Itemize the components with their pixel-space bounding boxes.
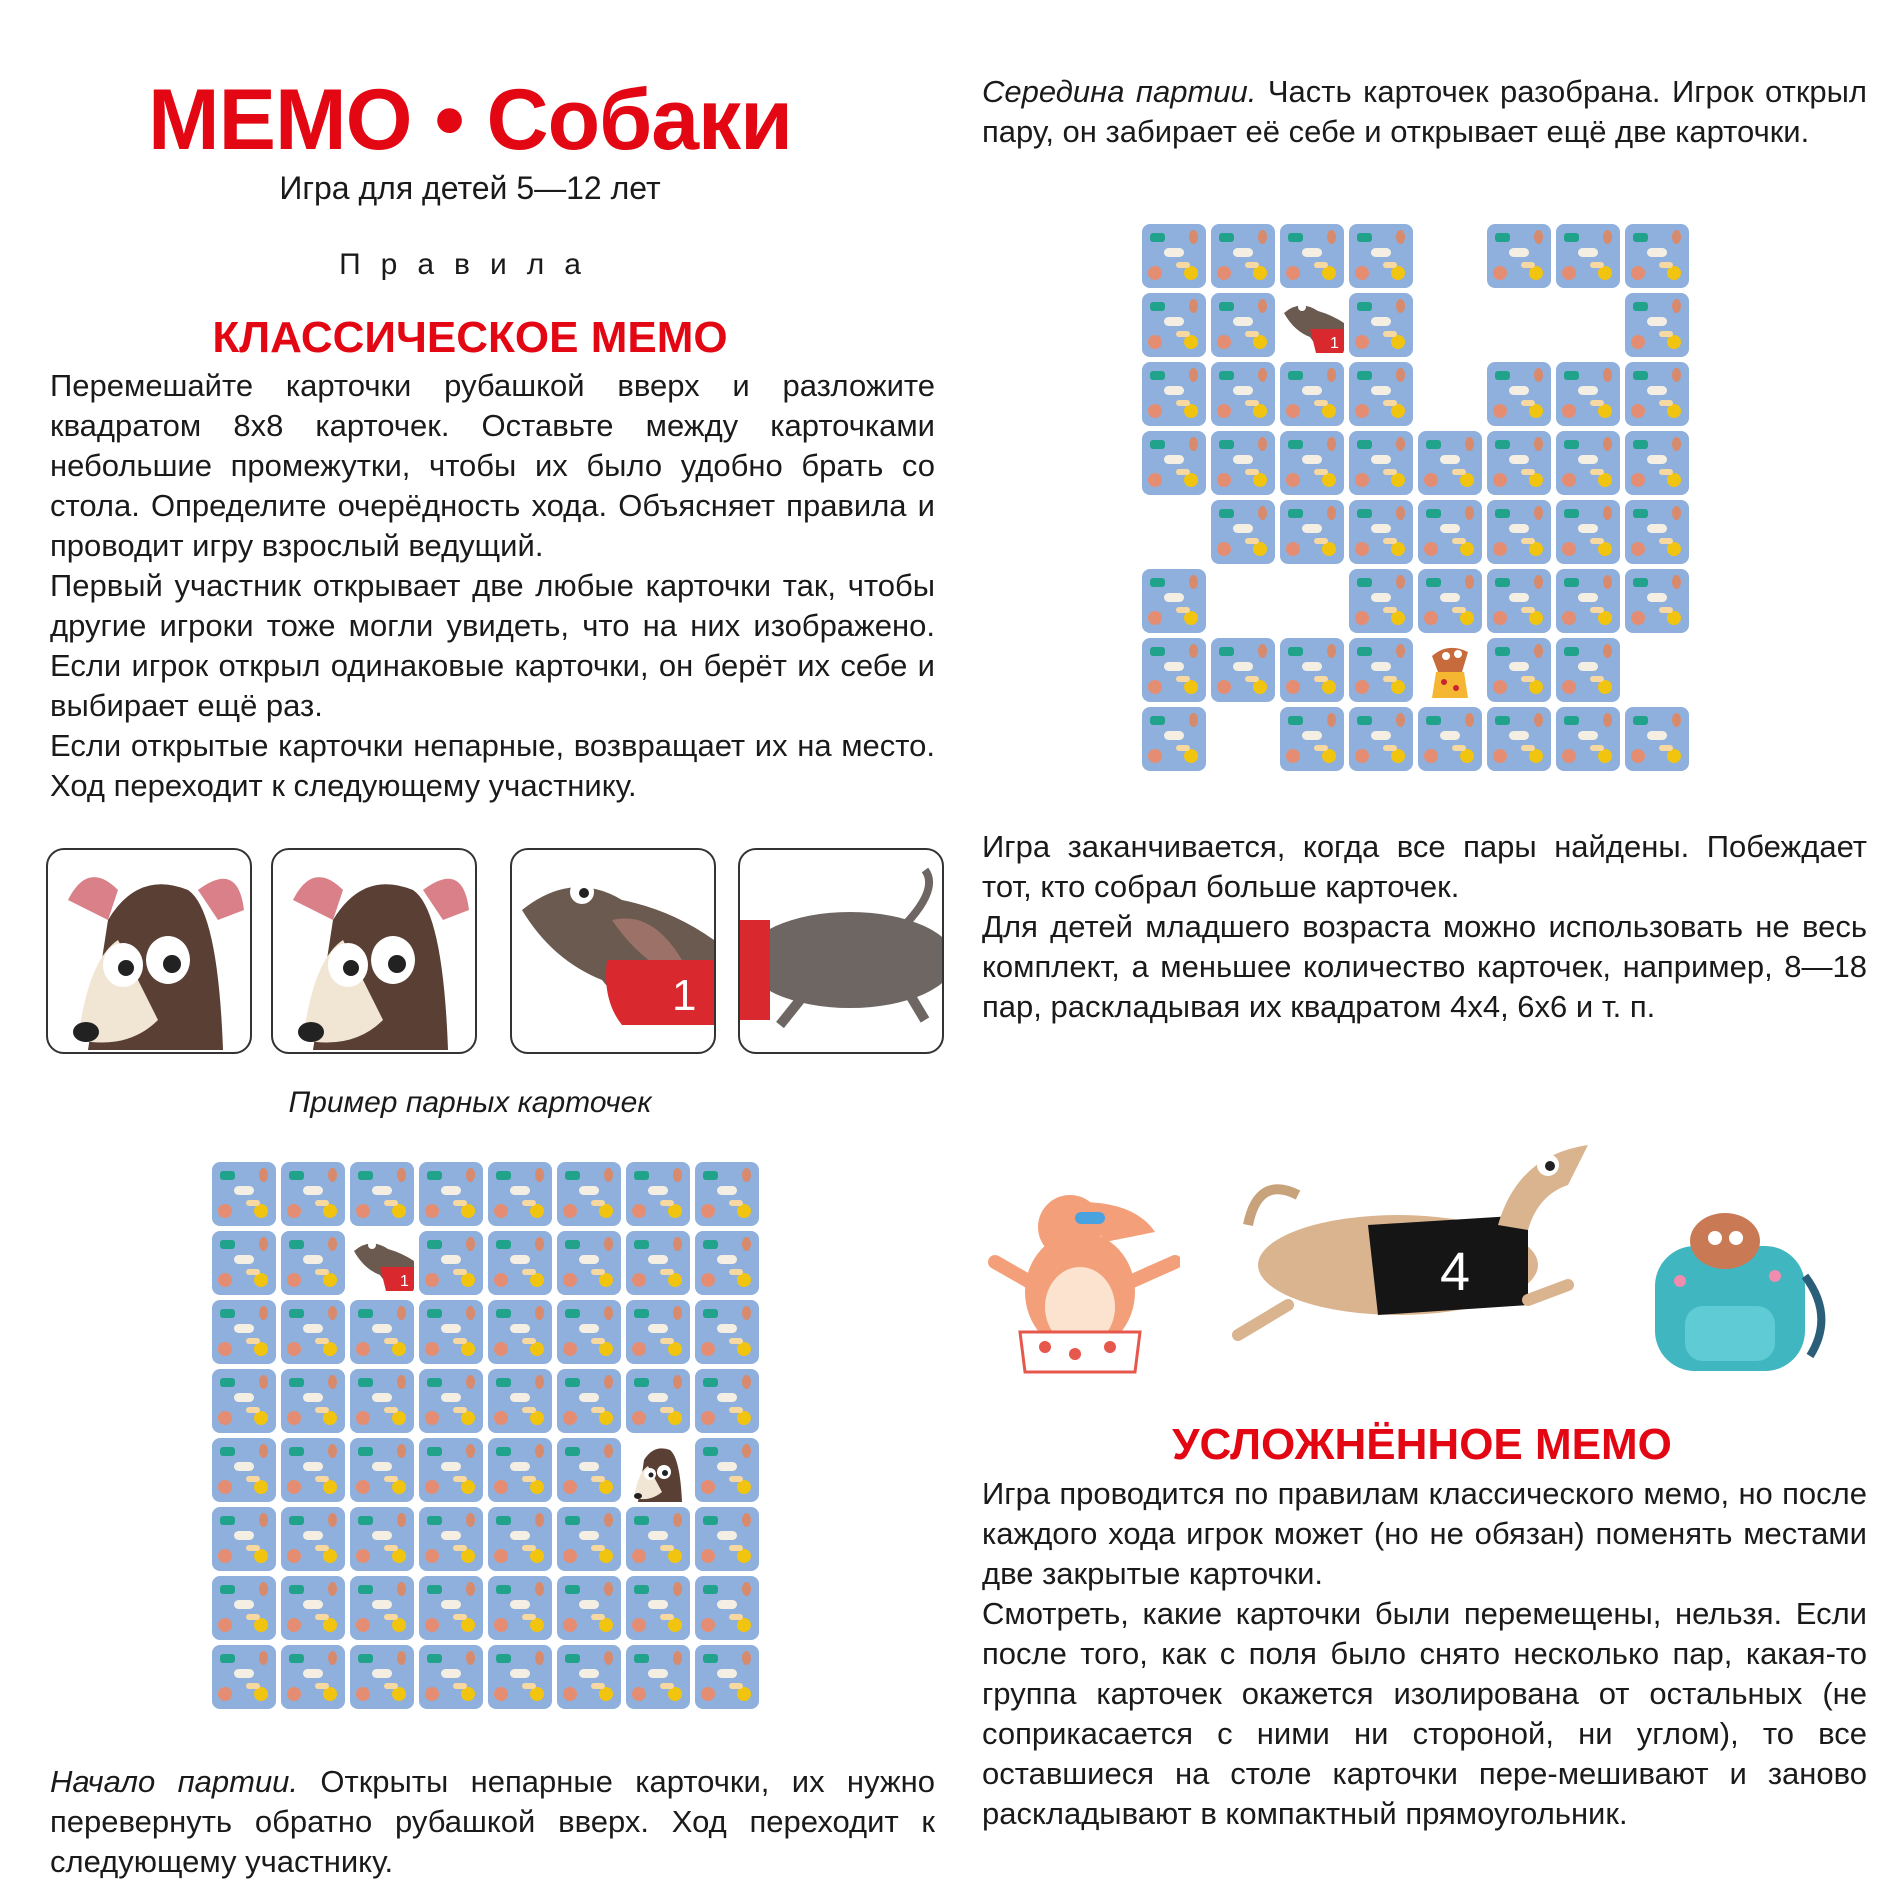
card-back[interactable] [1625, 500, 1689, 564]
card-back[interactable] [281, 1300, 345, 1364]
card-back[interactable] [557, 1300, 621, 1364]
classic-paragraph: Первый участник открывает две любые карточки так, чтобы другие игроки тоже могли увидеть, что на них изображено. Если игрок открыл одинаковые карточки, он берёт их себе и выбирает ещё раз. [50, 568, 935, 723]
card-back[interactable] [1625, 707, 1689, 771]
card-back[interactable] [1280, 224, 1344, 288]
card-back[interactable] [626, 1369, 690, 1433]
card-back[interactable] [212, 1231, 276, 1295]
start-caption-italic: Начало партии. [50, 1764, 299, 1799]
card-back[interactable] [1142, 638, 1206, 702]
card-back[interactable] [557, 1369, 621, 1433]
card-back[interactable] [281, 1645, 345, 1709]
card-back[interactable] [212, 1162, 276, 1226]
card-back[interactable] [281, 1162, 345, 1226]
card-back[interactable] [1625, 224, 1689, 288]
card-back[interactable] [1487, 224, 1551, 288]
card-back[interactable] [1625, 569, 1689, 633]
classic-paragraph: Если открытые карточки непарные, возвращает их на место. Ход переходит к следующему участнику. [50, 728, 935, 803]
card-face-dog[interactable] [1418, 638, 1482, 702]
card-back[interactable] [695, 1369, 759, 1433]
card-back[interactable] [350, 1645, 414, 1709]
card-back[interactable] [488, 1438, 552, 1502]
card-back[interactable] [695, 1231, 759, 1295]
pair-caption: Пример парных карточек [288, 1086, 652, 1119]
card-back[interactable] [419, 1162, 483, 1226]
card-back[interactable] [1211, 362, 1275, 426]
card-back[interactable] [1625, 362, 1689, 426]
card-back[interactable] [419, 1576, 483, 1640]
card-back[interactable] [1556, 224, 1620, 288]
card-back[interactable] [488, 1300, 552, 1364]
greyhound-illustration [48, 850, 250, 1052]
card-back[interactable] [1349, 224, 1413, 288]
advanced-heading: УСЛОЖНЁННОЕ МЕМО [1172, 1420, 1672, 1469]
card-back[interactable] [1556, 431, 1620, 495]
card-back[interactable] [626, 1300, 690, 1364]
card-back[interactable] [1142, 293, 1206, 357]
card-back[interactable] [1142, 362, 1206, 426]
card-back[interactable] [419, 1438, 483, 1502]
card-back[interactable] [1487, 362, 1551, 426]
advanced-paragraph: Смотреть, какие карточки были перемещены, нельзя. Если после того, как с поля было снято несколько пар, какая-то группа карточек окажется изолирована от остальных (не соприкасается с ними ни стороной, ни углом), то все оставшиеся на столе карточки пере-мешивают и заново раскладывают в компактный прямоугольник. [982, 1596, 1867, 1831]
runner-number: 1 [672, 971, 697, 1020]
card-back[interactable] [350, 1162, 414, 1226]
dachshund-body-illustration [740, 850, 942, 1052]
card-back[interactable] [1211, 638, 1275, 702]
advanced-paragraph: Игра проводится по правилам классического мемо, но после каждого хода игрок может (но не обязан) поменять местами две закрытые карточки. [982, 1476, 1867, 1591]
advanced-rules-text [982, 1474, 1867, 1834]
card-back[interactable] [212, 1576, 276, 1640]
card-back[interactable] [1280, 707, 1344, 771]
card-back[interactable] [1211, 224, 1275, 288]
card-back[interactable] [212, 1438, 276, 1502]
card-back[interactable] [1625, 293, 1689, 357]
card-back[interactable] [488, 1507, 552, 1571]
card-back[interactable] [1487, 431, 1551, 495]
card-back[interactable] [1349, 638, 1413, 702]
middle-caption [982, 72, 1867, 152]
card-back[interactable] [488, 1576, 552, 1640]
page-subtitle: Игра для детей 5—12 лет [279, 170, 661, 206]
card-back[interactable] [1487, 500, 1551, 564]
card-back[interactable] [1349, 707, 1413, 771]
svg-text:1: 1 [1330, 335, 1339, 352]
card-back[interactable] [281, 1369, 345, 1433]
card-back[interactable] [695, 1507, 759, 1571]
card-back[interactable] [557, 1576, 621, 1640]
classic-paragraph: Перемешайте карточки рубашкой вверх и разложите квадратом 8х8 карточек. Оставьте между карточками небольшие промежутки, чтобы их было удобно брать со стола. Определите очерёдность хода. Объясняет правила и проводит игру взрослый ведущий. [50, 368, 935, 563]
card-back[interactable] [488, 1369, 552, 1433]
ending-paragraph: Для детей младшего возраста можно использовать не весь комплект, а меньшее количество карточек, например, 8—18 пар, раскладывая их квадратом 4х4, 6х6 и т. п. [982, 909, 1867, 1024]
card-back[interactable] [1418, 431, 1482, 495]
card-back[interactable] [695, 1300, 759, 1364]
card-back[interactable] [212, 1300, 276, 1364]
middle-caption-text: Часть карточек разобрана. Игрок открыл пару, он забирает её себе и открывает ещё две карточки. [982, 74, 1867, 149]
card-back[interactable] [212, 1369, 276, 1433]
card-back[interactable] [695, 1438, 759, 1502]
card-back[interactable] [488, 1645, 552, 1709]
card-back[interactable] [557, 1231, 621, 1295]
card-back[interactable] [488, 1162, 552, 1226]
runner-dog-card-back [738, 848, 944, 1054]
card-back[interactable] [350, 1507, 414, 1571]
middle-caption-italic: Середина партии. [982, 74, 1257, 109]
card-back[interactable] [557, 1507, 621, 1571]
start-caption-text: Открыты непарные карточки, их нужно перевернуть обратно рубашкой вверх. Ход переходит к следующему участнику. [50, 1764, 935, 1879]
card-back[interactable] [1556, 362, 1620, 426]
card-back[interactable] [212, 1507, 276, 1571]
card-back[interactable] [1280, 362, 1344, 426]
card-back[interactable] [1556, 569, 1620, 633]
dancing-dog-illustration [985, 1182, 1180, 1392]
page-title: МЕМО • Собаки [148, 72, 792, 168]
card-back[interactable] [695, 1162, 759, 1226]
ending-paragraph: Игра заканчивается, когда все пары найдены. Побеждает тот, кто собрал больше карточек. [982, 829, 1867, 904]
pair-card-greyhound [271, 848, 477, 1054]
card-back[interactable] [1556, 638, 1620, 702]
start-caption [50, 1762, 935, 1882]
card-back[interactable] [281, 1576, 345, 1640]
card-back[interactable] [1625, 431, 1689, 495]
card-back[interactable] [626, 1162, 690, 1226]
card-back[interactable] [1349, 293, 1413, 357]
card-back[interactable] [419, 1300, 483, 1364]
card-back[interactable] [1487, 638, 1551, 702]
card-back[interactable] [419, 1645, 483, 1709]
card-back[interactable] [1211, 293, 1275, 357]
ending-text [982, 827, 1867, 1027]
memo-grid-middle [1142, 224, 1694, 776]
card-back[interactable] [1349, 500, 1413, 564]
card-back[interactable] [1142, 431, 1206, 495]
card-back[interactable] [557, 1162, 621, 1226]
running-dog-4-illustration [1228, 1135, 1608, 1345]
card-back[interactable] [1487, 569, 1551, 633]
card-back[interactable] [1142, 224, 1206, 288]
card-back[interactable] [1487, 707, 1551, 771]
card-back[interactable] [419, 1231, 483, 1295]
card-back[interactable] [350, 1300, 414, 1364]
classic-rules-text [50, 366, 935, 806]
card-back[interactable] [1556, 500, 1620, 564]
card-back[interactable] [1418, 569, 1482, 633]
card-back[interactable] [1142, 569, 1206, 633]
card-back[interactable] [419, 1507, 483, 1571]
card-back[interactable] [281, 1438, 345, 1502]
card-back[interactable] [488, 1231, 552, 1295]
card-back[interactable] [350, 1369, 414, 1433]
card-back[interactable] [1142, 707, 1206, 771]
dog4-number: 4 [1440, 1242, 1471, 1302]
card-back[interactable] [626, 1576, 690, 1640]
card-face-runner[interactable] [1280, 293, 1344, 357]
card-back[interactable] [1280, 500, 1344, 564]
svg-text:1: 1 [400, 1273, 409, 1290]
card-back[interactable] [1418, 707, 1482, 771]
card-back[interactable] [1211, 431, 1275, 495]
card-back[interactable] [1556, 707, 1620, 771]
rules-label: Правила [339, 248, 601, 281]
card-back[interactable] [350, 1438, 414, 1502]
dachshund-runner-illustration [512, 850, 714, 1052]
card-back[interactable] [281, 1231, 345, 1295]
card-face-runner[interactable] [350, 1231, 414, 1295]
card-back[interactable] [1280, 638, 1344, 702]
card-back[interactable] [1211, 500, 1275, 564]
runner-dog-card-front [510, 848, 716, 1054]
card-back[interactable] [1349, 431, 1413, 495]
backpack-dog-illustration [1640, 1206, 1835, 1376]
card-back[interactable] [626, 1231, 690, 1295]
card-back[interactable] [626, 1507, 690, 1571]
card-back[interactable] [1280, 431, 1344, 495]
card-back[interactable] [695, 1645, 759, 1709]
classic-heading: КЛАССИЧЕСКОЕ МЕМО [212, 313, 728, 362]
card-back[interactable] [419, 1369, 483, 1433]
card-back[interactable] [557, 1645, 621, 1709]
card-back[interactable] [626, 1645, 690, 1709]
card-back[interactable] [695, 1576, 759, 1640]
card-back[interactable] [1418, 500, 1482, 564]
card-back[interactable] [350, 1576, 414, 1640]
card-back[interactable] [557, 1438, 621, 1502]
memo-grid-start [212, 1162, 764, 1714]
greyhound-illustration [273, 850, 475, 1052]
card-back[interactable] [1349, 569, 1413, 633]
card-back[interactable] [212, 1645, 276, 1709]
card-back[interactable] [281, 1507, 345, 1571]
pair-card-greyhound [46, 848, 252, 1054]
card-back[interactable] [1349, 362, 1413, 426]
card-face-greyhound[interactable] [626, 1438, 690, 1502]
